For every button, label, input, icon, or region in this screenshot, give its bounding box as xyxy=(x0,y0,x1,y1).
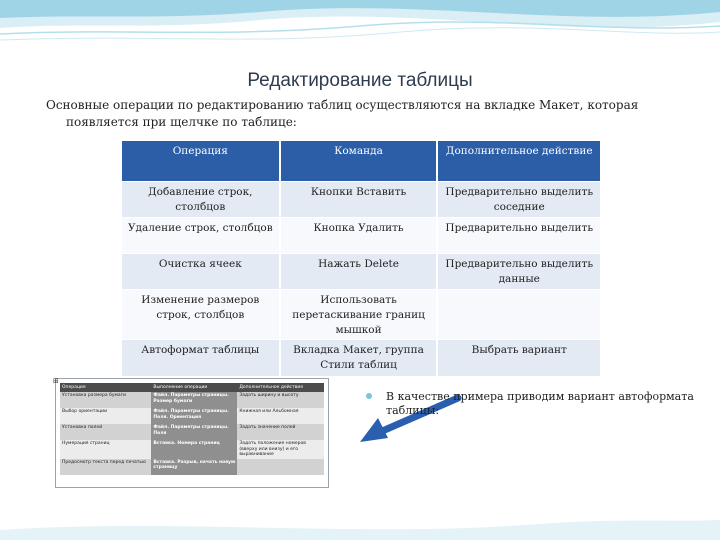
example-cell: Файл. Параметры страницы. Размер бумаги xyxy=(151,392,237,408)
example-row xyxy=(60,440,324,459)
bullet-text: В качестве примера приводим вариант автоформата таблицы: xyxy=(386,390,694,417)
cell-extra-action xyxy=(437,290,600,340)
cell-extra-action: Предварительно выделить соседние xyxy=(437,182,600,218)
example-header-row xyxy=(60,383,324,392)
intro-paragraph xyxy=(46,97,686,131)
table-move-handle-icon: ⊞ xyxy=(53,377,59,385)
cell-operation: Автоформат таблицы xyxy=(122,340,280,376)
example-row xyxy=(60,392,324,408)
table-row xyxy=(122,218,600,254)
example-cell: Задать ширину и высоту xyxy=(237,392,324,408)
cell-command: Нажать Delete xyxy=(280,254,438,290)
example-cell: Файл. Параметры страницы. Поля. Ориентация xyxy=(151,408,237,424)
header-extra-action: Дополнительное действие xyxy=(437,141,600,182)
cell-command: Кнопка Удалить xyxy=(280,218,438,254)
slide-title: Редактирование таблицы xyxy=(247,70,473,91)
example-cell: Установка размера бумаги xyxy=(60,392,151,408)
example-header-cell: Дополнительное действие xyxy=(237,383,324,392)
example-cell: Файл. Параметры страницы. Поля xyxy=(151,424,237,440)
intro-line-2: появляется при щелчке по таблице: xyxy=(66,115,297,129)
example-cell: Вставка. Разрыв, начать новую страницу xyxy=(151,459,237,475)
cell-operation: Удаление строк, столбцов xyxy=(122,218,280,254)
cell-command: Кнопки Вставить xyxy=(280,182,438,218)
cell-extra-action: Предварительно выделить xyxy=(437,218,600,254)
table-row xyxy=(122,340,600,376)
cell-extra-action: Предварительно выделить данные xyxy=(437,254,600,290)
example-cell: Задать положение номеров (вверху или внизу) и его выравнивание xyxy=(237,440,324,459)
bullet-dot-icon xyxy=(366,393,372,399)
cell-command: Вкладка Макет, группа Стили таблиц xyxy=(280,340,438,376)
decorative-wave-top xyxy=(0,0,720,80)
example-cell: Выбор ориентации xyxy=(60,408,151,424)
autoformat-example-image xyxy=(55,378,329,488)
bullet-note xyxy=(366,390,696,418)
header-operation: Операция xyxy=(122,141,280,182)
header-command: Команда xyxy=(280,141,438,182)
table-row xyxy=(122,254,600,290)
cell-command: Использовать перетаскивание границ мышкой xyxy=(280,290,438,340)
example-row xyxy=(60,459,324,475)
autoformat-example-table xyxy=(60,383,324,475)
table-row xyxy=(122,290,600,340)
operations-table xyxy=(122,141,600,376)
example-cell: Книжная или Альбомная xyxy=(237,408,324,424)
example-cell: Нумерация страниц xyxy=(60,440,151,459)
table-row xyxy=(122,182,600,218)
example-cell: Задать значение полей xyxy=(237,424,324,440)
cell-operation: Очистка ячеек xyxy=(122,254,280,290)
cell-operation: Изменение размеров строк, столбцов xyxy=(122,290,280,340)
example-row xyxy=(60,424,324,440)
example-header-cell: Операция xyxy=(60,383,151,392)
example-cell xyxy=(237,459,324,475)
decorative-wave-bottom xyxy=(0,500,720,540)
table-header-row xyxy=(122,141,600,182)
example-cell: Вставка. Номера страниц xyxy=(151,440,237,459)
example-row xyxy=(60,408,324,424)
cell-extra-action: Выбрать вариант xyxy=(437,340,600,376)
example-cell: Предосмотр текста перед печатью xyxy=(60,459,151,475)
example-header-cell: Выполнение операции xyxy=(151,383,237,392)
example-cell: Установка полей xyxy=(60,424,151,440)
cell-operation: Добавление строк, столбцов xyxy=(122,182,280,218)
intro-line-1: Основные операции по редактированию таблиц осуществляются на вкладке Макет, которая xyxy=(46,98,639,112)
